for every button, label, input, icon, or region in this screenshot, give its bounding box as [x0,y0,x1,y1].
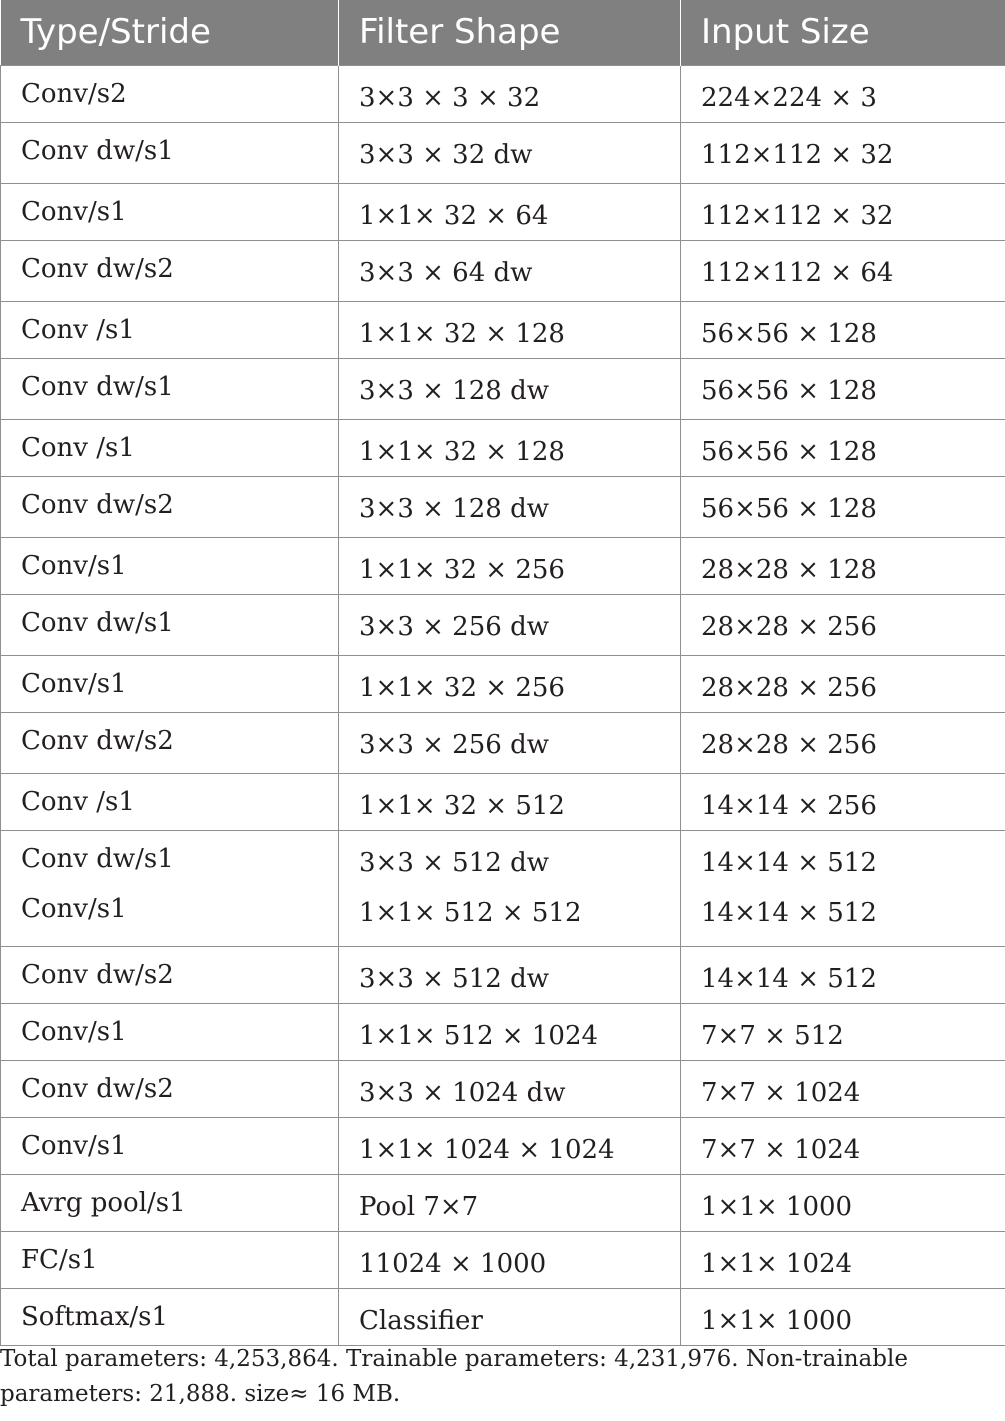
cell-type-stride-text: Conv dw/s1 [21,135,174,166]
cell-filter-shape-text: 3×3 × 512 dw [359,847,549,878]
cell-filter-shape-text: 1×1× 32 × 128 [359,318,565,349]
cell-filter-shape-text: 1×1× 1024 × 1024 [359,1134,615,1165]
cell-type-stride-text: FC/s1 [21,1244,98,1275]
table-row [1,1117,1005,1174]
cell-type-stride [1,1060,339,1117]
cell-input-size [681,773,1005,830]
cell-filter-shape [339,476,681,537]
cell-filter-shape [339,1003,681,1060]
cell-type-stride [1,301,339,358]
cell-type-stride [1,1231,339,1288]
cell-type-stride-text: Conv/s1 [21,668,127,699]
cell-input-size-text: 112×112 × 64 [701,257,894,288]
cell-type-stride-text: Conv/s1 [21,196,127,227]
table-row [1,419,1005,476]
cell-filter-shape-text: 3×3 × 128 dw [359,375,549,406]
cell-input-size-text: 14×14 × 512 [701,897,877,928]
cell-filter-shape-text: 11024 × 1000 [359,1248,547,1279]
cell-type-stride-text: Conv/s1 [21,893,127,924]
cell-filter-shape [339,773,681,830]
cell-type-stride [1,476,339,537]
cell-input-size [681,1003,1005,1060]
cell-input-size-text: 14×14 × 512 [701,963,877,994]
cell-input-size-text: 112×112 × 32 [701,200,894,231]
cell-filter-shape-text: 1×1× 32 × 256 [359,554,565,585]
header-type-stride: Type/Stride [1,0,339,65]
cell-input-size [681,301,1005,358]
cell-input-size-text: 112×112 × 32 [701,139,894,170]
cell-filter-shape-text: 3×3 × 3 × 32 [359,82,541,113]
cell-filter-shape [339,301,681,358]
table-row [1,65,1005,122]
cell-input-size-text: 56×56 × 128 [701,318,877,349]
cell-type-stride-text: Conv dw/s1 [21,843,174,874]
cell-input-size [681,946,1005,1003]
cell-input-size [681,1174,1005,1231]
cell-input-size [681,537,1005,594]
cell-type-stride [1,240,339,301]
table-header [1,0,1005,65]
header-input-size: Input Size [681,0,1005,65]
cell-filter-shape [339,1231,681,1288]
cell-type-stride [1,712,339,773]
cell-filter-shape [339,1117,681,1174]
cell-filter-shape [339,419,681,476]
cell-type-stride [1,358,339,419]
table-row [1,1003,1005,1060]
cell-input-size-text: 7×7 × 1024 [701,1077,861,1108]
cell-input-size [681,830,1005,946]
cell-type-stride-text: Conv /s1 [21,314,135,345]
cell-type-stride-text: Conv /s1 [21,432,135,463]
cell-filter-shape-text: 3×3 × 1024 dw [359,1077,566,1108]
cell-type-stride [1,1174,339,1231]
table-row [1,655,1005,712]
table-footnote: Total parameters: 4,253,864. Trainable parameters: 4,231,976. Non-trainable parameters: 21,888. size≈ 16 MB. [0,1346,908,1407]
cell-type-stride [1,1003,339,1060]
cell-type-stride-text: Conv dw/s2 [21,725,174,756]
cell-filter-shape-text: 1×1× 32 × 256 [359,672,565,703]
cell-input-size-text: 224×224 × 3 [701,82,877,113]
table-row [1,712,1005,773]
table-row [1,358,1005,419]
cell-filter-shape-text: 3×3 × 256 dw [359,729,549,760]
cell-filter-shape-text: 1×1× 512 × 512 [359,897,582,928]
cell-filter-shape-text: 1×1× 512 × 1024 [359,1020,599,1051]
cell-type-stride-text: Avrg pool/s1 [21,1187,186,1218]
cell-input-size-text: 7×7 × 1024 [701,1134,861,1165]
cell-input-size [681,419,1005,476]
cell-input-size [681,594,1005,655]
cell-input-size-text: 56×56 × 128 [701,375,877,406]
cell-type-stride [1,655,339,712]
cell-input-size [681,1117,1005,1174]
cell-input-size [681,1231,1005,1288]
cell-filter-shape [339,1288,681,1345]
cell-filter-shape-text: 3×3 × 64 dw [359,257,533,288]
cell-type-stride-text: Conv /s1 [21,786,135,817]
cell-input-size-text: 56×56 × 128 [701,436,877,467]
cell-filter-shape-text: 3×3 × 32 dw [359,139,533,170]
cell-input-size [681,1288,1005,1345]
table-row [1,240,1005,301]
table-row [1,122,1005,183]
cell-input-size-text: 1×1× 1000 [701,1305,853,1336]
cell-type-stride [1,122,339,183]
cell-input-size [681,358,1005,419]
cell-input-size-text: 14×14 × 256 [701,790,877,821]
cell-filter-shape [339,712,681,773]
table-row [1,537,1005,594]
cell-type-stride [1,773,339,830]
cell-type-stride-text: Softmax/s1 [21,1301,168,1332]
cell-type-stride-text: Conv dw/s1 [21,371,174,402]
cell-filter-shape [339,1060,681,1117]
cell-filter-shape-text: 3×3 × 512 dw [359,963,549,994]
cell-filter-shape-text: 1×1× 32 × 64 [359,200,549,231]
cell-type-stride-text: Conv dw/s2 [21,253,174,284]
cell-filter-shape-text: 1×1× 32 × 512 [359,790,565,821]
cell-input-size-text: 56×56 × 128 [701,493,877,524]
cell-type-stride-text: Conv dw/s2 [21,959,174,990]
cell-type-stride-text: Conv/s1 [21,1016,127,1047]
cell-filter-shape-text: Pool 7×7 [359,1191,479,1222]
cell-type-stride-text: Conv/s2 [21,78,127,109]
cell-input-size [681,655,1005,712]
table-row [1,301,1005,358]
cell-type-stride [1,1288,339,1345]
cell-filter-shape [339,183,681,240]
cell-input-size-text: 28×28 × 256 [701,611,877,642]
cell-filter-shape-text: 1×1× 32 × 128 [359,436,565,467]
cell-type-stride-text: Conv dw/s2 [21,489,174,520]
cell-filter-shape-text: 3×3 × 256 dw [359,611,549,642]
cell-filter-shape [339,122,681,183]
cell-filter-shape [339,1174,681,1231]
cell-type-stride [1,537,339,594]
cell-type-stride [1,1117,339,1174]
cell-input-size-text: 28×28 × 256 [701,672,877,703]
cell-input-size [681,183,1005,240]
cell-type-stride-text: Conv/s1 [21,1130,127,1161]
header-filter-shape: Filter Shape [339,0,681,65]
cell-input-size [681,122,1005,183]
cell-input-size [681,476,1005,537]
cell-input-size-text: 1×1× 1024 [701,1248,853,1279]
table-row [1,476,1005,537]
cell-type-stride-text: Conv dw/s2 [21,1073,174,1104]
table-row [1,830,1005,946]
cell-input-size-text: 7×7 × 512 [701,1020,844,1051]
cell-input-size [681,712,1005,773]
cell-input-size-text: 28×28 × 256 [701,729,877,760]
cell-filter-shape [339,240,681,301]
cell-input-size [681,65,1005,122]
cell-filter-shape [339,655,681,712]
cell-type-stride [1,65,339,122]
cell-filter-shape [339,358,681,419]
cell-type-stride-text: Conv dw/s1 [21,607,174,638]
cell-filter-shape [339,537,681,594]
cell-filter-shape [339,594,681,655]
cell-type-stride-text: Conv/s1 [21,550,127,581]
cell-type-stride [1,183,339,240]
cell-filter-shape-text: 3×3 × 128 dw [359,493,549,524]
table-row [1,183,1005,240]
cell-input-size [681,240,1005,301]
cell-filter-shape-text: Classifier [359,1305,483,1336]
table-row [1,1288,1005,1345]
cell-filter-shape [339,65,681,122]
cell-input-size-text: 14×14 × 512 [701,847,877,878]
cell-type-stride [1,594,339,655]
cell-type-stride [1,419,339,476]
table-row [1,1060,1005,1117]
table-row [1,1174,1005,1231]
table-body [1,65,1005,1345]
table-row [1,773,1005,830]
table-row [1,1231,1005,1288]
table-row [1,594,1005,655]
cell-input-size-text: 1×1× 1000 [701,1191,853,1222]
cell-type-stride [1,946,339,1003]
cell-input-size [681,1060,1005,1117]
table-row [1,946,1005,1003]
cell-type-stride [1,830,339,946]
header-row [1,0,1005,65]
cell-filter-shape [339,946,681,1003]
cell-input-size-text: 28×28 × 128 [701,554,877,585]
cell-filter-shape [339,830,681,946]
